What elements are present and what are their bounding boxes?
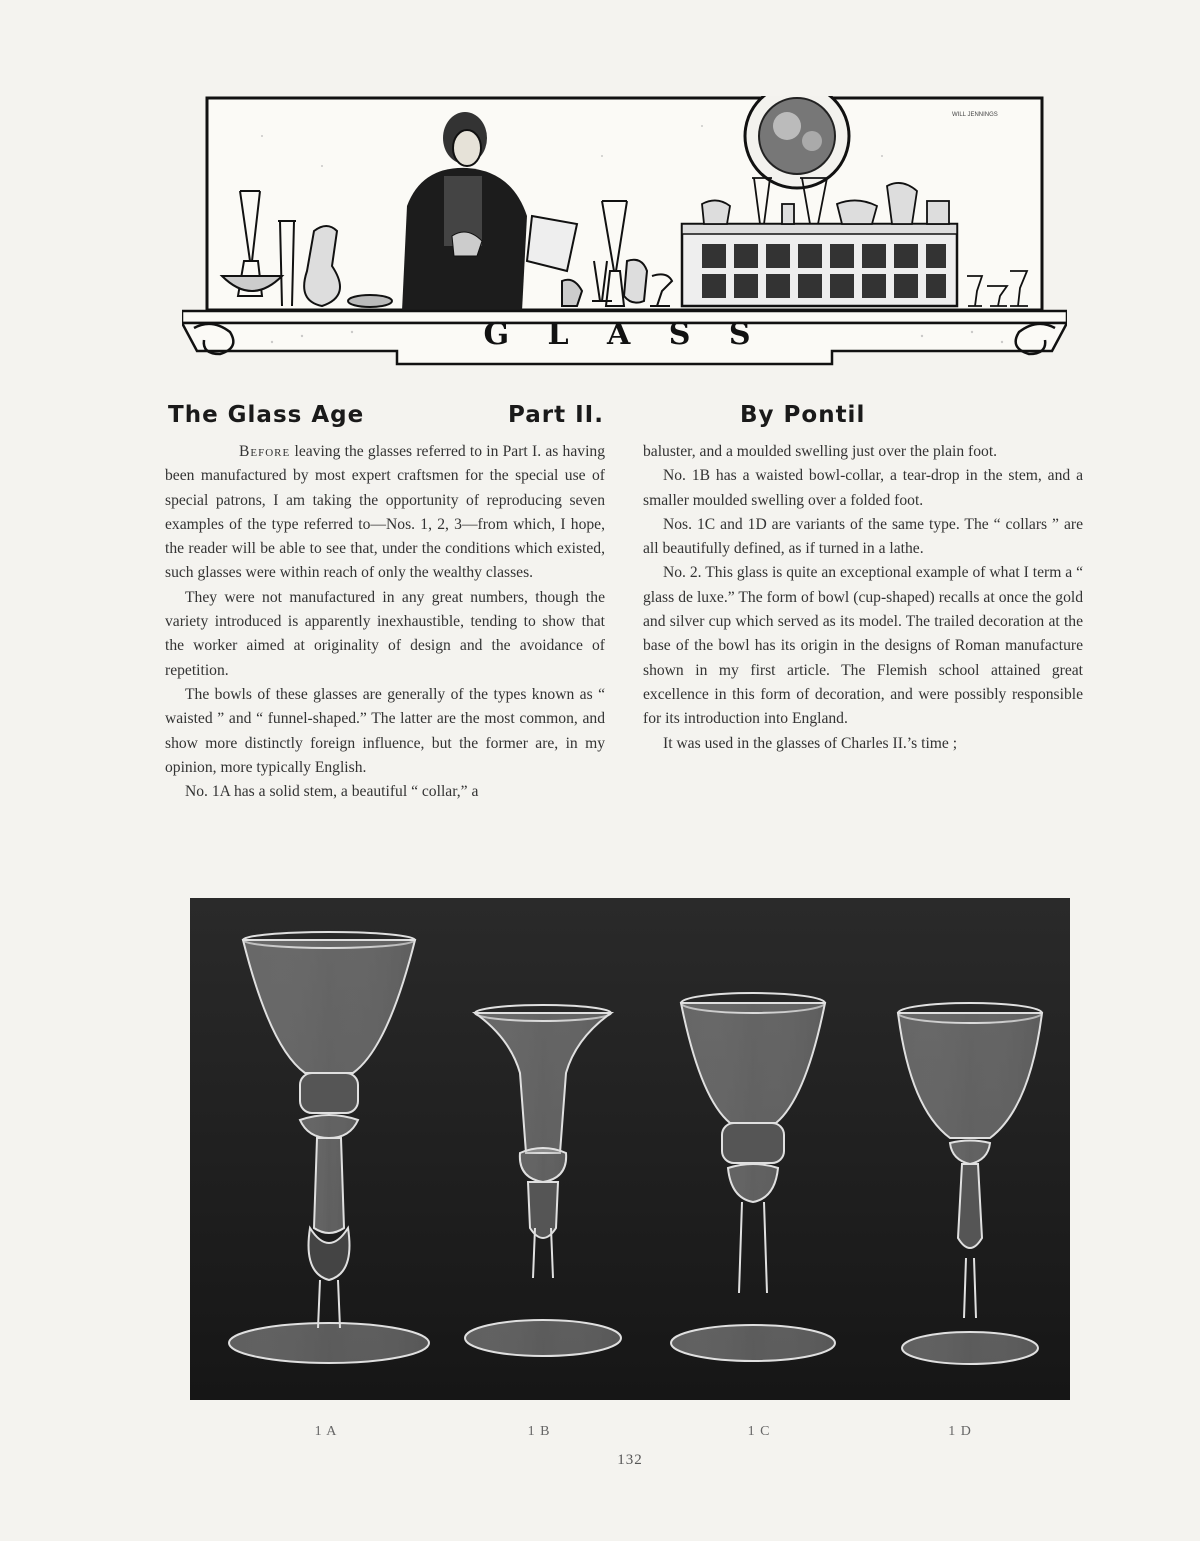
article-title: The Glass Age <box>168 402 365 428</box>
paragraph-text: leaving the glasses referred to in Part I. as having been manufactured by most expert craftsmen for the special use of special patrons, I am taking the opportunity of reproducing seven examples of the type referred to—Nos. 1, 2, 3—from which, I hope, the reader will be able to see that, under the conditions which existed, such glasses were within reach of only the wealthy classes. <box>165 443 605 582</box>
caption-1a: 1 A <box>314 1424 338 1439</box>
paragraph: baluster, and a moulded swelling just over the plain foot. <box>643 443 998 460</box>
banner-word: G L A S S <box>483 317 765 352</box>
header-illustration <box>182 96 1067 366</box>
article-part: Part II. <box>508 402 604 428</box>
paragraph: No. 2. This glass is quite an exceptional example of what I term a “ glass de luxe.” The form of bowl (cup-shaped) recalls at once the gold and silver cup which served as its model. The trailed decoration at the base of the bowl has its origin in the designs of Roman manufacture shown in my first article. The Flemish school attained great excellence in this form of decoration, and were possibly responsible for its introduction into England. <box>643 564 1083 728</box>
article-byline: By Pontil <box>740 402 866 428</box>
left-text-column <box>165 440 605 804</box>
right-text-column <box>643 440 1083 756</box>
caption-1d: 1 D <box>948 1424 972 1439</box>
paragraph: It was used in the glasses of Charles II.’s time ; <box>663 734 958 752</box>
paragraph: No. 1A has a solid stem, a beautiful “ collar,” a <box>185 783 479 801</box>
page-number: 132 <box>617 1452 643 1468</box>
caption-1c: 1 C <box>747 1424 771 1439</box>
drop-word: Before <box>239 443 291 460</box>
paragraph: No. 1B has a waisted bowl-collar, a tear-drop in the stem, and a smaller moulded swelling over a folded foot. <box>643 467 1083 509</box>
glasses-photograph <box>190 898 1070 1400</box>
paragraph: They were not manufactured in any great numbers, though the variety introduced is apparently inexhaustible, tending to show that the worker aimed at originality of design and the avoidance of repetition. <box>165 588 605 679</box>
caption-1b: 1 B <box>527 1424 551 1439</box>
artist-signature: WILL JENNINGS <box>952 112 998 118</box>
paragraph: Nos. 1C and 1D are variants of the same type. The “ collars ” are all beautifully defined, as if turned in a lathe. <box>643 515 1083 558</box>
paragraph <box>165 440 605 586</box>
paragraph: The bowls of these glasses are generally of the types known as “ waisted ” and “ funnel-shaped.” The latter are the most common, and show more distinctly foreign influence, but the former are, in my opinion, more typically English. <box>165 685 605 776</box>
